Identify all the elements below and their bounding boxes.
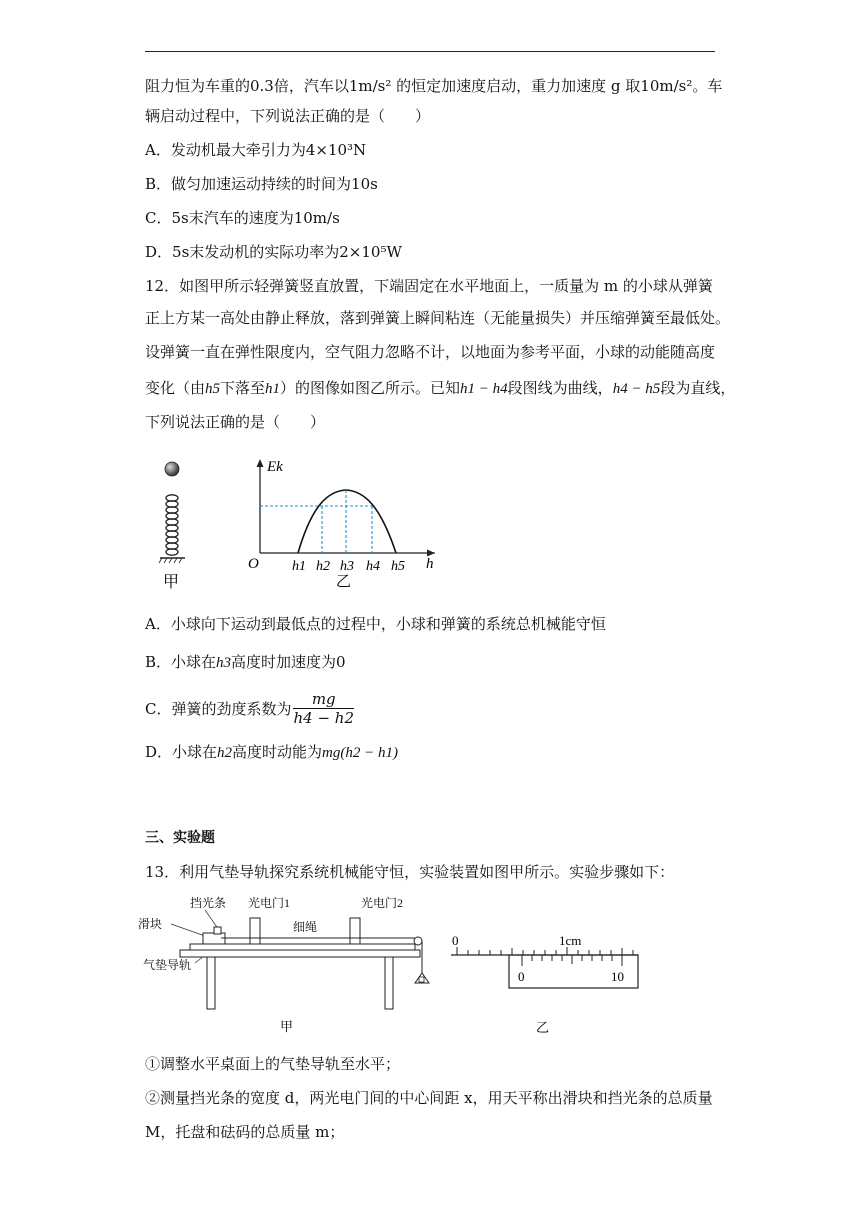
q12-line2: 正上方某一高处由静止释放，落到弹簧上瞬间粘连（无能量损失）并压缩弹簧至最低处。: [145, 309, 731, 327]
label-daogui: 气垫导轨: [143, 958, 192, 972]
q12-h4-h5: h4 − h5: [612, 381, 661, 397]
q13-step3: M，托盘和砝码的总质量 m；: [145, 1123, 345, 1141]
q12-line4-g: 段图线为曲线，: [507, 379, 613, 397]
tick-h5: h5: [391, 559, 405, 574]
q12-option-a: A．小球向下运动到最低点的过程中，小球和弹簧的系统总机械能守恒: [145, 615, 606, 633]
spring-constant-fraction: [293, 690, 354, 727]
table-top: [180, 950, 420, 957]
shade-strip: [214, 927, 221, 934]
q13-step2: ②测量挡光条的宽度 d，两光电门间的中心间距 x，用天平称出滑块和挡光条的总质量: [145, 1089, 713, 1107]
air-track-figure: [135, 893, 445, 1038]
q11-option-c: C．5s末汽车的速度为10m/s: [145, 209, 340, 227]
q12-line4-a: 变化（由: [145, 379, 206, 397]
q12-line3: 设弹簧一直在弹性限度内，空气阻力忽略不计，以地面为参考平面，小球的动能随高度: [145, 343, 716, 361]
q11-option-d: D．5s末发动机的实际功率为2×10⁵W: [145, 243, 402, 261]
tick-h3: h3: [340, 559, 354, 574]
q12-option-c: [145, 690, 354, 727]
vernier-ticks: [522, 955, 622, 966]
axis-x-label: h: [426, 556, 434, 572]
ek-curve: [298, 490, 396, 553]
q12-option-d-a: D．小球在: [145, 743, 218, 761]
ek-h-graph: [240, 455, 445, 590]
q12-line5: 下列说法正确的是（ ）: [145, 413, 326, 431]
q13-step1: ①调整水平桌面上的气垫导轨至水平；: [145, 1055, 401, 1073]
q12-option-d-expr: mg(h2 − h1): [322, 745, 398, 761]
spring-icon: [166, 495, 178, 555]
axis-y-label: Ek: [267, 459, 283, 475]
ball-icon: [165, 462, 179, 476]
q11-line1: 阻力恒为车重的0.3倍，汽车以1m/s² 的恒定加速度启动，重力加速度 g 取10m/s²。车: [145, 77, 723, 95]
y-arrow-icon: [257, 459, 264, 467]
q12-option-d: [145, 742, 398, 763]
main-scale-0: 0: [452, 933, 459, 948]
fraction-numerator: mg: [293, 690, 354, 709]
air-track: [190, 944, 415, 950]
apparatus-jia-label: 甲: [280, 1019, 294, 1034]
q12-option-c-a: C．弹簧的劲度系数为: [145, 700, 292, 718]
q12-option-b-h3: h3: [216, 655, 232, 671]
fig-yi-label: 乙: [336, 574, 352, 590]
origin-label: O: [248, 556, 259, 572]
q12-line1: 12．如图甲所示轻弹簧竖直放置，下端固定在水平地面上，一质量为 m 的小球从弹簧: [145, 277, 713, 295]
q12-line4-e: ）的图像如图乙所示。已知: [280, 379, 461, 397]
q12-option-b-a: B．小球在: [145, 653, 217, 671]
vernier-scale-figure: [445, 925, 645, 1040]
label-xisheng: 细绳: [293, 920, 318, 934]
label-dangguangtiao: 挡光条: [190, 896, 227, 910]
q12-option-d-h2: h2: [217, 745, 233, 761]
gate1-body: [250, 918, 260, 944]
tick-h2: h2: [316, 559, 330, 574]
q12-option-d-c: 高度时动能为: [232, 743, 323, 761]
table-leg-right: [385, 957, 393, 1009]
weight-icon: [419, 977, 424, 982]
vernier-10: 10: [611, 969, 624, 984]
h-ticks: [292, 559, 405, 574]
q13-line1: 13．利用气垫导轨探究系统机械能守恒，实验装置如图甲所示。实验步骤如下：: [145, 863, 675, 881]
q12-h1-h4: h1 − h4: [460, 381, 508, 397]
tick-h1: h1: [292, 559, 306, 574]
gate2-body: [350, 918, 360, 944]
vernier-0: 0: [518, 969, 525, 984]
section-title: 三、实验题: [145, 830, 215, 846]
guide-lines: [260, 490, 372, 553]
q11-line2: 辆启动过程中，下列说法正确的是（ ）: [145, 107, 431, 125]
main-scale-ticks: [457, 947, 633, 955]
q12-option-b-c: 高度时加速度为0: [231, 653, 346, 671]
table-leg-left: [207, 957, 215, 1009]
header-rule: [145, 51, 715, 52]
spring-ball-figure: [155, 455, 195, 595]
fraction-denominator: h4 − h2: [293, 709, 354, 727]
q12-h5: h5: [205, 381, 221, 397]
q12-line4-c: 下落至: [220, 379, 266, 397]
fig-jia-label: 甲: [163, 574, 180, 591]
q12-option-b: [145, 652, 346, 673]
label-gate2: 光电门2: [361, 896, 404, 910]
q12-h1: h1: [265, 381, 281, 397]
ground-hatch: [159, 558, 182, 563]
main-scale-1cm: 1cm: [559, 933, 582, 948]
q12-line4: [145, 378, 735, 399]
q11-option-b: B．做匀加速运动持续的时间为10s: [145, 175, 378, 193]
vernier-yi-label: 乙: [536, 1020, 550, 1035]
label-huakuai: 滑块: [138, 917, 163, 931]
tick-h4: h4: [366, 559, 380, 574]
label-gate1: 光电门1: [248, 896, 291, 910]
q12-line4-i: 段为直线，: [660, 379, 736, 397]
pulley-icon: [414, 937, 422, 945]
q11-option-a: A．发动机最大牵引力为4×10³N: [145, 141, 367, 159]
